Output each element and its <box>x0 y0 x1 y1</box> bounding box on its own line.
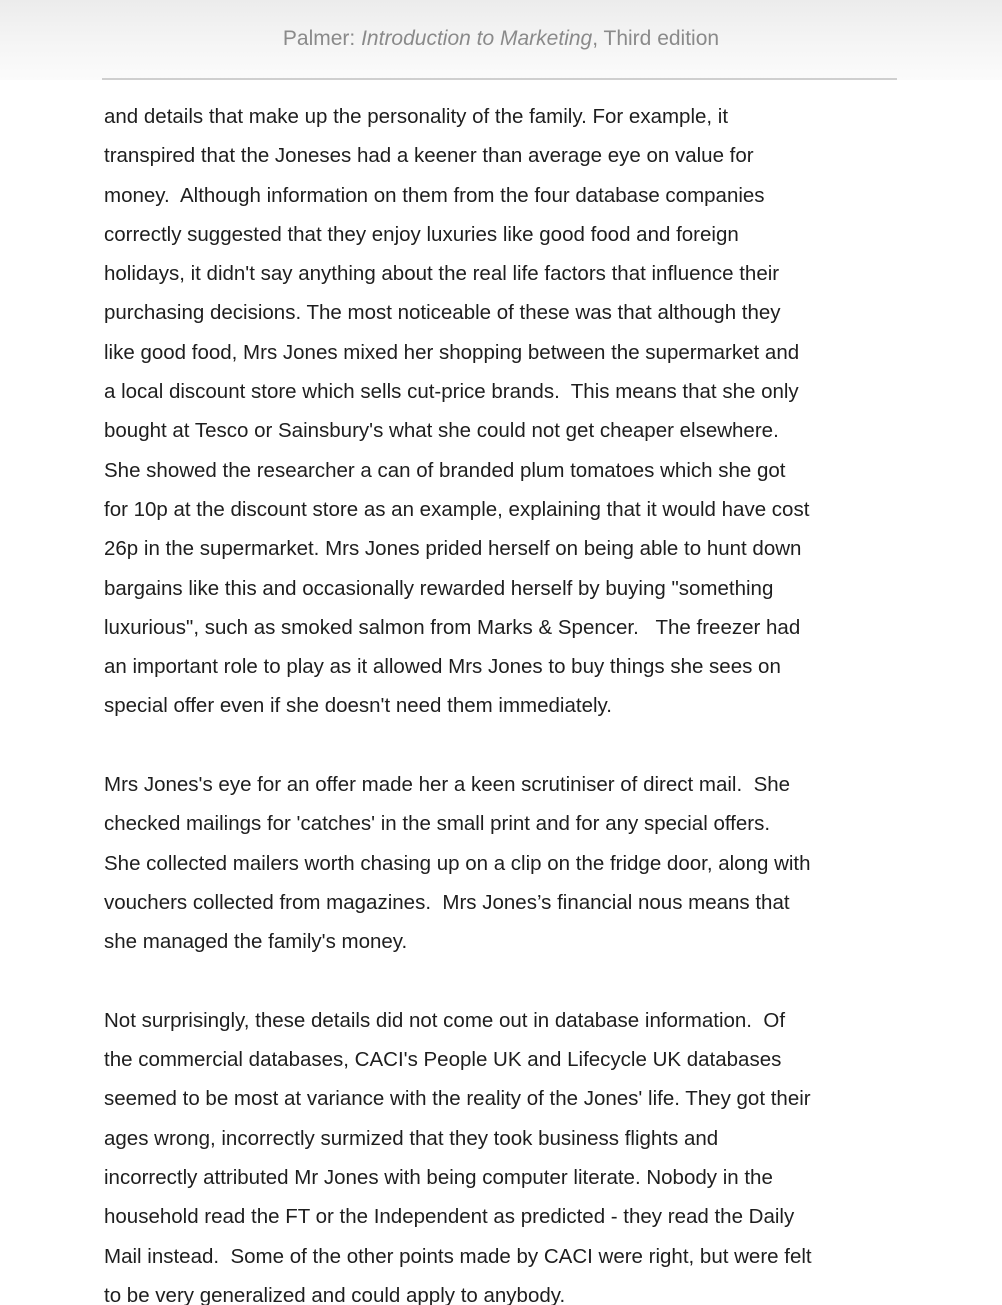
text-line: incorrectly attributed Mr Jones with being computer literate. Nobody in the <box>104 1166 773 1190</box>
header-author: Palmer: <box>282 27 362 50</box>
header-divider <box>102 78 897 80</box>
text-line: 26p in the supermarket. Mrs Jones prided herself on being able to hunt down <box>104 537 802 561</box>
text-line: vouchers collected from magazines. Mrs Jones’s financial nous means that <box>104 890 790 914</box>
text-line: transpired that the Joneses had a keener than average eye on value for <box>104 144 754 168</box>
text-line: special offer even if she doesn't need them immediately. <box>104 694 612 718</box>
paragraph <box>104 765 904 961</box>
text-line: ages wrong, incorrectly surmized that they took business flights and <box>104 1126 719 1150</box>
text-line: for 10p at the discount store as an example, explaining that it would have cost <box>104 497 810 521</box>
text-line: Not surprisingly, these details did not come out in database information. Of <box>104 1008 786 1032</box>
text-line: an important role to play as it allowed Mrs Jones to buy things she sees on <box>104 655 781 679</box>
text-line: seemed to be most at variance with the reality of the Jones' life. They got their <box>104 1087 811 1111</box>
header-edition: , Third edition <box>592 27 720 50</box>
text-line: bargains like this and occasionally rewarded herself by buying "something <box>104 576 774 600</box>
text-line: correctly suggested that they enjoy luxuries like good food and foreign <box>104 222 739 246</box>
paragraph <box>104 1001 904 1305</box>
header-book-title: Introduction to Marketing <box>361 27 593 50</box>
text-line: She showed the researcher a can of branded plum tomatoes which she got <box>104 458 786 482</box>
text-line: Mrs Jones's eye for an offer made her a keen scrutiniser of direct mail. She <box>104 773 791 797</box>
text-line: like good food, Mrs Jones mixed her shopping between the supermarket and <box>104 340 800 364</box>
body-text <box>104 97 904 1305</box>
page-header <box>0 0 1002 80</box>
text-line: purchasing decisions. The most noticeable of these was that although they <box>104 301 781 325</box>
text-line: she managed the family's money. <box>104 930 408 954</box>
text-line: a local discount store which sells cut-price brands. This means that she only <box>104 380 799 404</box>
text-line: holidays, it didn't say anything about the real life factors that influence their <box>104 262 780 286</box>
running-head <box>0 24 1002 54</box>
text-line: the commercial databases, CACI's People UK and Lifecycle UK databases <box>104 1048 782 1072</box>
text-line: money. Although information on them from the four database companies <box>104 183 765 207</box>
text-line: She collected mailers worth chasing up on a clip on the fridge door, along with <box>104 851 811 875</box>
text-line: household read the FT or the Independent as predicted - they read the Daily <box>104 1205 795 1229</box>
text-line: Mail instead. Some of the other points made by CACI were right, but were felt <box>104 1244 812 1268</box>
text-line: luxurious", such as smoked salmon from Marks & Spencer. The freezer had <box>104 615 801 639</box>
paragraph <box>104 97 904 726</box>
text-line: to be very generalized and could apply to anybody. <box>104 1283 566 1305</box>
text-line: and details that make up the personality of the family. For example, it <box>104 105 729 128</box>
text-line: checked mailings for 'catches' in the small print and for any special offers. <box>104 812 771 836</box>
text-line: bought at Tesco or Sainsbury's what she could not get cheaper elsewhere. <box>104 419 779 443</box>
